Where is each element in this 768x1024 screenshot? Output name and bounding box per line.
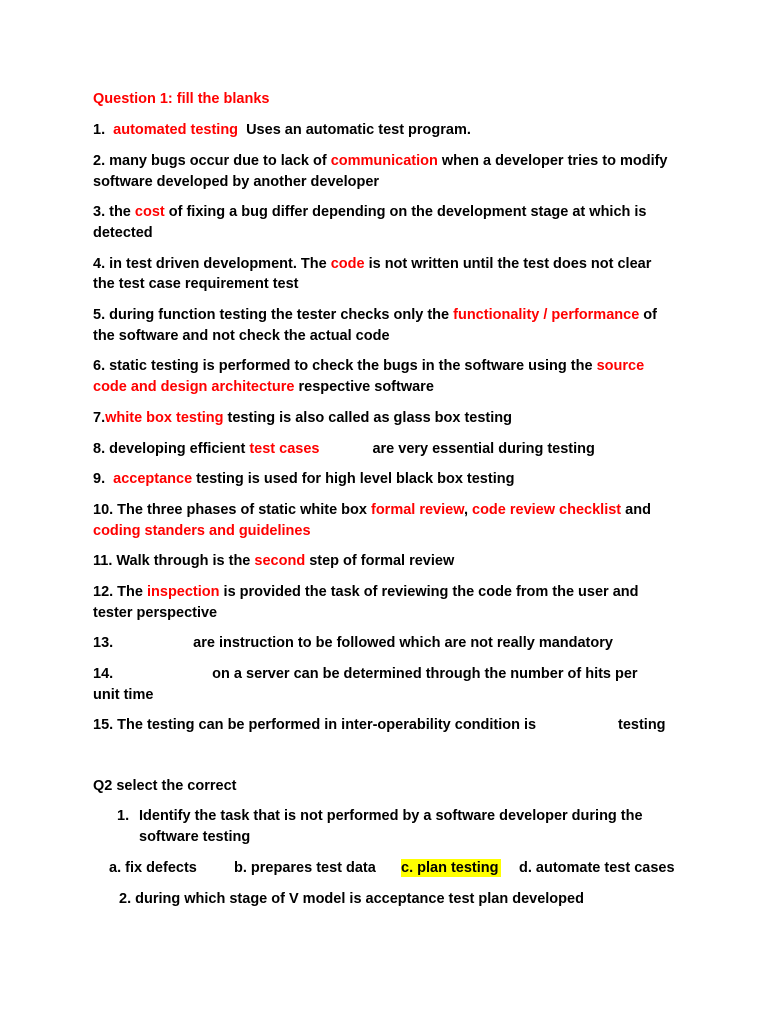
q1-item-10-line-2: coding standers and guidelines xyxy=(93,523,311,539)
q1-item-4-line-2: the test case requirement test xyxy=(93,276,299,292)
q2-item-1: Identify the task that is not performed by a software developer during the xyxy=(139,808,643,824)
answer: inspection xyxy=(147,584,220,600)
q2-item-1-number: 1. xyxy=(117,808,130,824)
q1-item-10 xyxy=(93,501,651,519)
item-number: 1. xyxy=(93,122,114,138)
answer: test cases xyxy=(249,441,320,457)
item-text: respective software xyxy=(294,379,434,395)
question-2-title: Q2 select the correct xyxy=(93,778,237,794)
answer: cost xyxy=(134,204,165,220)
answer: formal review xyxy=(371,502,464,518)
item-text: 8. developing efficient xyxy=(93,441,250,457)
item-number: 14. xyxy=(93,666,114,682)
item-text: of fixing a bug differ depending on the development stage at which is xyxy=(164,204,647,220)
item-text: testing is also called as glass box testing xyxy=(223,410,513,426)
q1-item-6-line-2 xyxy=(93,378,434,396)
answer: source xyxy=(596,358,645,374)
q1-item-2 xyxy=(93,152,668,170)
item-text: 6. static testing is performed to check the bugs in the software using the xyxy=(93,358,597,374)
answer: code review checklist xyxy=(472,502,622,518)
q2-option-a: a. fix defects xyxy=(109,860,197,876)
q1-item-5 xyxy=(93,306,657,324)
item-text: is provided the task of reviewing the code from the user and xyxy=(219,584,639,600)
answer: functionality / performance xyxy=(453,307,640,323)
q1-item-1 xyxy=(93,121,471,139)
q1-item-15: 15. The testing can be performed in inter-operability condition is xyxy=(93,717,537,733)
answer: code xyxy=(330,256,365,272)
item-text: Uses an automatic test program. xyxy=(238,122,471,138)
item-text: , xyxy=(463,502,473,518)
answer-continued: code and design architecture xyxy=(93,379,295,395)
q2-item-1-line-2: software testing xyxy=(139,829,251,845)
item-text: 5. during function testing the tester checks only the xyxy=(93,307,454,323)
item-text: on a server can be determined through the number of hits per xyxy=(212,666,638,682)
q1-item-3 xyxy=(93,203,647,221)
item-text: 3. the xyxy=(93,204,135,220)
q1-item-5-line-2: the software and not check the actual code xyxy=(93,328,390,344)
item-text: are instruction to be followed which are not really mandatory xyxy=(193,635,613,651)
q1-item-13 xyxy=(93,634,613,652)
q1-item-14-line-2: unit time xyxy=(93,687,154,703)
answer: acceptance xyxy=(113,471,193,487)
q2-option-c-highlighted: c. plan testing xyxy=(401,860,499,876)
item-number: 9. xyxy=(93,471,114,487)
item-text: and xyxy=(621,502,651,518)
item-text: 12. The xyxy=(93,584,147,600)
q1-item-12-line-2: tester perspective xyxy=(93,605,218,621)
q1-item-14 xyxy=(93,665,638,683)
item-text: step of formal review xyxy=(305,553,455,569)
question-1-title: Question 1: fill the blanks xyxy=(93,91,270,107)
answer: white box testing xyxy=(105,410,224,426)
q1-item-12 xyxy=(93,583,639,601)
answer: automated testing xyxy=(113,122,239,138)
q1-item-8 xyxy=(93,440,595,458)
item-number: 13. xyxy=(93,635,114,651)
item-number: 7. xyxy=(93,410,106,426)
q1-item-15-suffix: testing xyxy=(618,717,666,733)
item-text: testing is used for high level black box testing xyxy=(192,471,515,487)
q2-item-2: 2. during which stage of V model is acceptance test plan developed xyxy=(119,891,584,907)
q1-item-9 xyxy=(93,470,514,488)
answer: communication xyxy=(330,153,438,169)
item-text: when a developer tries to modify xyxy=(437,153,668,169)
q1-item-4 xyxy=(93,255,651,273)
q1-item-2-line-2: software developed by another developer xyxy=(93,174,380,190)
item-text: is not written until the test does not clear xyxy=(364,256,652,272)
q2-option-d: d. automate test cases xyxy=(519,860,675,876)
item-text: of xyxy=(639,307,657,323)
item-text: 11. Walk through is the xyxy=(93,553,255,569)
q1-item-6 xyxy=(93,357,644,375)
q1-item-11 xyxy=(93,552,454,570)
answer: second xyxy=(254,553,306,569)
q1-item-7 xyxy=(93,409,512,427)
item-text: 2. many bugs occur due to lack of xyxy=(93,153,331,169)
item-text: are very essential during testing xyxy=(372,441,595,457)
q2-option-b: b. prepares test data xyxy=(234,860,376,876)
q1-item-3-line-2: detected xyxy=(93,225,153,241)
item-text: 4. in test driven development. The xyxy=(93,256,331,272)
item-text: 10. The three phases of static white box xyxy=(93,502,371,518)
